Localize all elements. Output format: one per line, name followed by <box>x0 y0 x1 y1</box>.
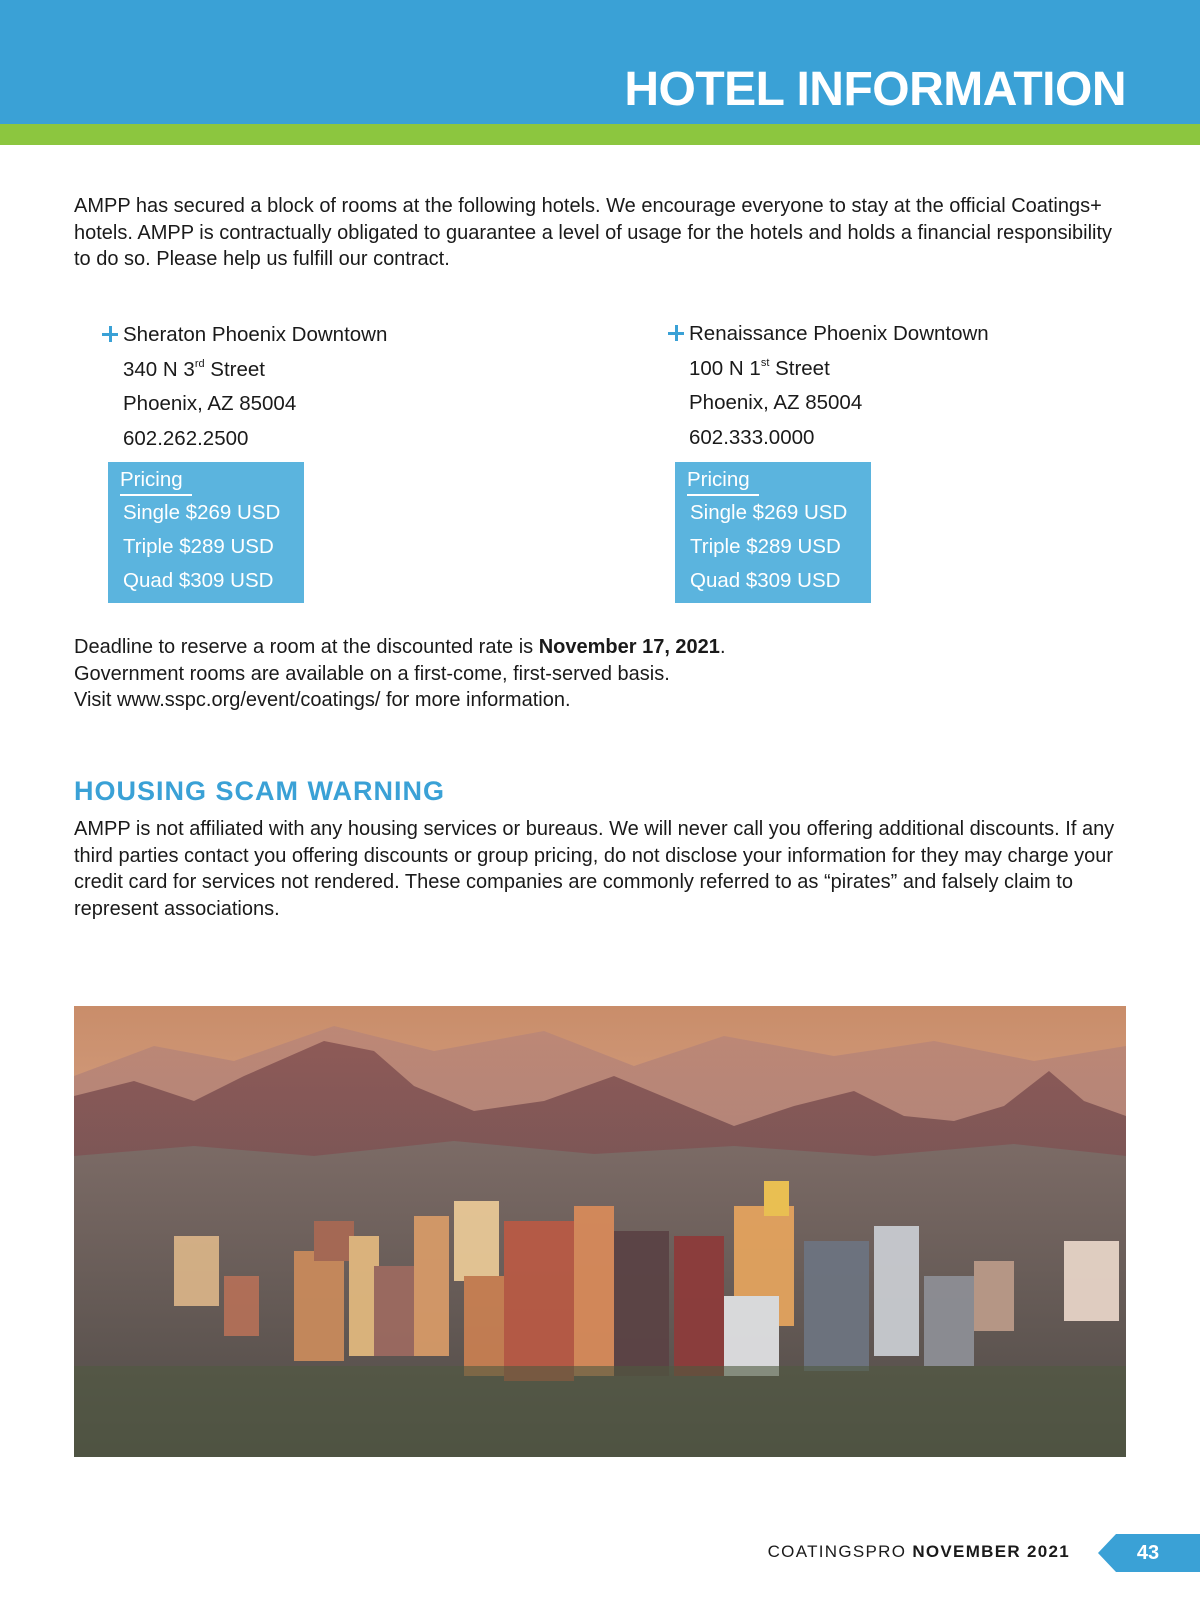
hotel-phone: 602.333.0000 <box>689 425 815 449</box>
hotel-street <box>668 352 1088 387</box>
price-single: Single $269 USD <box>123 501 281 524</box>
pricing-underline <box>120 494 192 496</box>
page-title: HOTEL INFORMATION <box>624 63 1126 116</box>
header-accent-stripe <box>0 124 1200 145</box>
intro-paragraph: AMPP has secured a block of rooms at the following hotels. We encourage everyone to stay at the official Coatings+ hotels. AMPP is contractually obligated to guarantee a level of usage for the hotels and holds a financial responsibility to do so. Please help us fulfill our contract. <box>74 195 1113 270</box>
pricing-title: Pricing <box>687 468 750 491</box>
phoenix-skyline-photo <box>74 1006 1126 1457</box>
price-single: Single $269 USD <box>690 501 848 524</box>
publication-name-pro: PRO <box>865 1542 913 1561</box>
hotel-renaissance <box>668 317 1088 455</box>
price-triple: Triple $289 USD <box>123 535 274 558</box>
street-number: 340 N 3 <box>123 357 195 381</box>
hotel-name: Renaissance Phoenix Downtown <box>689 322 989 345</box>
pricing-title: Pricing <box>120 468 183 491</box>
page-number: 43 <box>1136 1542 1160 1564</box>
visit-line: Visit www.sspc.org/event/coatings/ for more information. <box>74 689 571 711</box>
scam-warning-body: AMPP is not affiliated with any housing services or bureaus. We will never call you offering additional discounts. If any third parties contact you offering discounts or group pricing, do not disclose your information for they may charge your credit card for services not rendered. These companies are commonly referred to as “pirates” and falsely claim to represent associations. <box>74 818 1115 920</box>
hotel-city: Phoenix, AZ 85004 <box>689 391 863 414</box>
pricing-box-sheraton <box>108 462 304 603</box>
deadline-prefix: Deadline to reserve a room at the discounted rate is <box>74 636 539 658</box>
deadline-suffix: . <box>719 636 726 658</box>
footer-publication <box>768 1542 1070 1562</box>
pricing-underline <box>687 494 759 496</box>
hotel-name: Sheraton Phoenix Downtown <box>123 323 388 346</box>
street-ordinal: rd <box>194 357 205 370</box>
hotel-phone: 602.262.2500 <box>123 426 249 450</box>
hotel-name-row <box>102 318 522 353</box>
plus-icon <box>668 325 684 341</box>
street-number: 100 N 1 <box>689 356 761 380</box>
street-ordinal: st <box>760 356 770 369</box>
scam-warning-heading: HOUSING SCAM WARNING <box>74 776 445 806</box>
hotel-city: Phoenix, AZ 85004 <box>123 392 297 415</box>
deadline-line <box>74 634 1134 661</box>
government-rooms-line: Government rooms are available on a first-come, first-served basis. <box>74 662 670 685</box>
hotel-name-row <box>668 317 1088 352</box>
reservation-notes <box>74 634 1134 714</box>
price-quad: Quad $309 USD <box>690 569 841 592</box>
deadline-date: November 17, 2021 <box>538 636 720 658</box>
publication-name-light: COATINGS <box>767 1542 866 1561</box>
price-triple: Triple $289 USD <box>690 535 841 558</box>
pricing-box-renaissance <box>675 462 871 603</box>
plus-icon <box>102 326 118 342</box>
issue-date: NOVEMBER 2021 <box>912 1542 1070 1561</box>
price-quad: Quad $309 USD <box>123 569 274 592</box>
hotel-sheraton <box>102 318 522 456</box>
street-word: Street <box>775 356 830 380</box>
hotel-street <box>102 353 522 388</box>
street-word: Street <box>210 357 265 381</box>
